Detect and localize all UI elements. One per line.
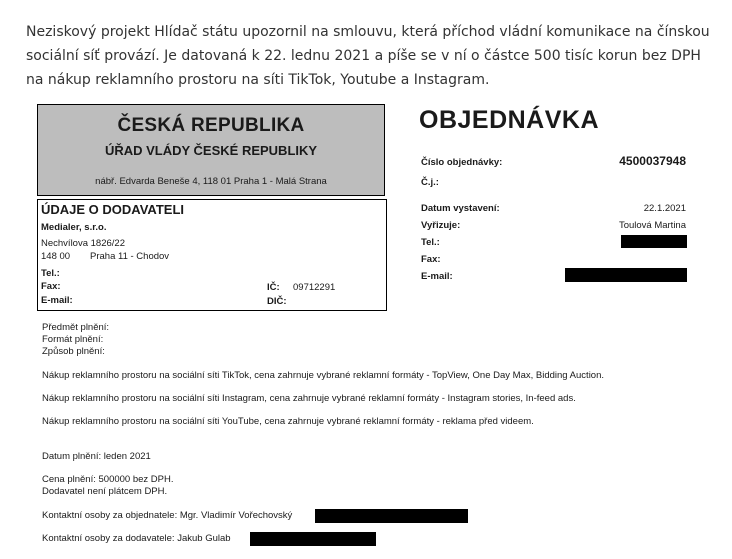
redacted-email [565, 268, 687, 282]
issuer-address: nábř. Edvarda Beneše 4, 118 01 Praha 1 - Malá Strana [95, 176, 327, 187]
supplier-street: Nechvílova 1826/22 [41, 238, 125, 249]
item-instagram: Nákup reklamního prostoru na sociální síti Instagram, cena zahrnuje vybrané reklamní formáty - Instagram stories, In-feed ads. [42, 393, 576, 404]
supplier-tel-label: Tel.: [41, 268, 60, 279]
order-email-label: E-mail: [421, 271, 453, 282]
issuer-country: ČESKÁ REPUBLIKA [117, 115, 305, 136]
subject-label: Předmět plnění: [42, 322, 110, 333]
supplier-ic-value: 09712291 [293, 282, 336, 293]
supplier-box [37, 199, 387, 311]
supplier-city: Praha 11 - Chodov [90, 251, 170, 262]
item-youtube: Nákup reklamního prostoru na sociální síti YouTube, cena zahrnuje vybrané reklamní formáty - reklama před videem. [42, 416, 534, 427]
supplier-fax-label: Fax: [41, 281, 61, 292]
vat-note: Dodavatel není plátcem DPH. [42, 486, 168, 497]
supplier-dic-label: DIČ: [267, 296, 287, 307]
order-tel-label: Tel.: [421, 237, 440, 248]
supplier-name: Medialer, s.r.o. [41, 222, 107, 233]
fulfillment-date: Datum plnění: leden 2021 [42, 451, 151, 462]
supplier-title: ÚDAJE O DODAVATELI [41, 202, 185, 217]
redacted-tel [621, 235, 687, 248]
price: Cena plnění: 500000 bez DPH. [42, 474, 174, 485]
contact-supplier: Kontaktní osoby za dodavatele: Jakub Gulab [42, 533, 231, 544]
contact-buyer: Kontaktní osoby za objednatele: Mgr. Vladimír Vořechovský [42, 510, 293, 521]
order-number-label: Číslo objednávky: [421, 157, 503, 168]
supplier-ic-label: IČ: [267, 282, 280, 293]
redacted-supplier-contact [250, 532, 376, 546]
order-number-value: 4500037948 [619, 154, 686, 168]
order-date-label: Datum vystavení: [421, 203, 500, 214]
supplier-zip: 148 00 [41, 251, 71, 262]
article-paragraph: Neziskový projekt Hlídač státu upozornil na smlouvu, která příchod vládní komunikace na čínskou sociální síť provází. Je datovaná k 22. lednu 2021 a píše se v ní o částce 500 tisíc korun bez DPH na nákup reklamního prostoru na síti TikTok, Youtube a Instagram. [26, 24, 710, 88]
supplier-email-label: E-mail: [41, 295, 73, 306]
format-label: Formát plnění: [42, 334, 104, 345]
order-cj-label: Č.j.: [421, 177, 439, 188]
order-handler-label: Vyřizuje: [421, 220, 461, 231]
issuer-header-box [37, 104, 385, 196]
redacted-buyer-contact [315, 509, 468, 523]
order-fax-label: Fax: [421, 254, 441, 265]
method-label: Způsob plnění: [42, 346, 105, 357]
order-title: OBJEDNÁVKA [419, 106, 600, 134]
item-tiktok: Nákup reklamního prostoru na sociální síti TikTok, cena zahrnuje vybrané reklamní formáty - TopView, One Day Max, Bidding Auction. [42, 370, 605, 381]
order-date-value: 22.1.2021 [643, 203, 686, 214]
order-handler-value: Toulová Martina [618, 220, 686, 231]
issuer-office: ÚŘAD VLÁDY ČESKÉ REPUBLIKY [104, 143, 318, 158]
